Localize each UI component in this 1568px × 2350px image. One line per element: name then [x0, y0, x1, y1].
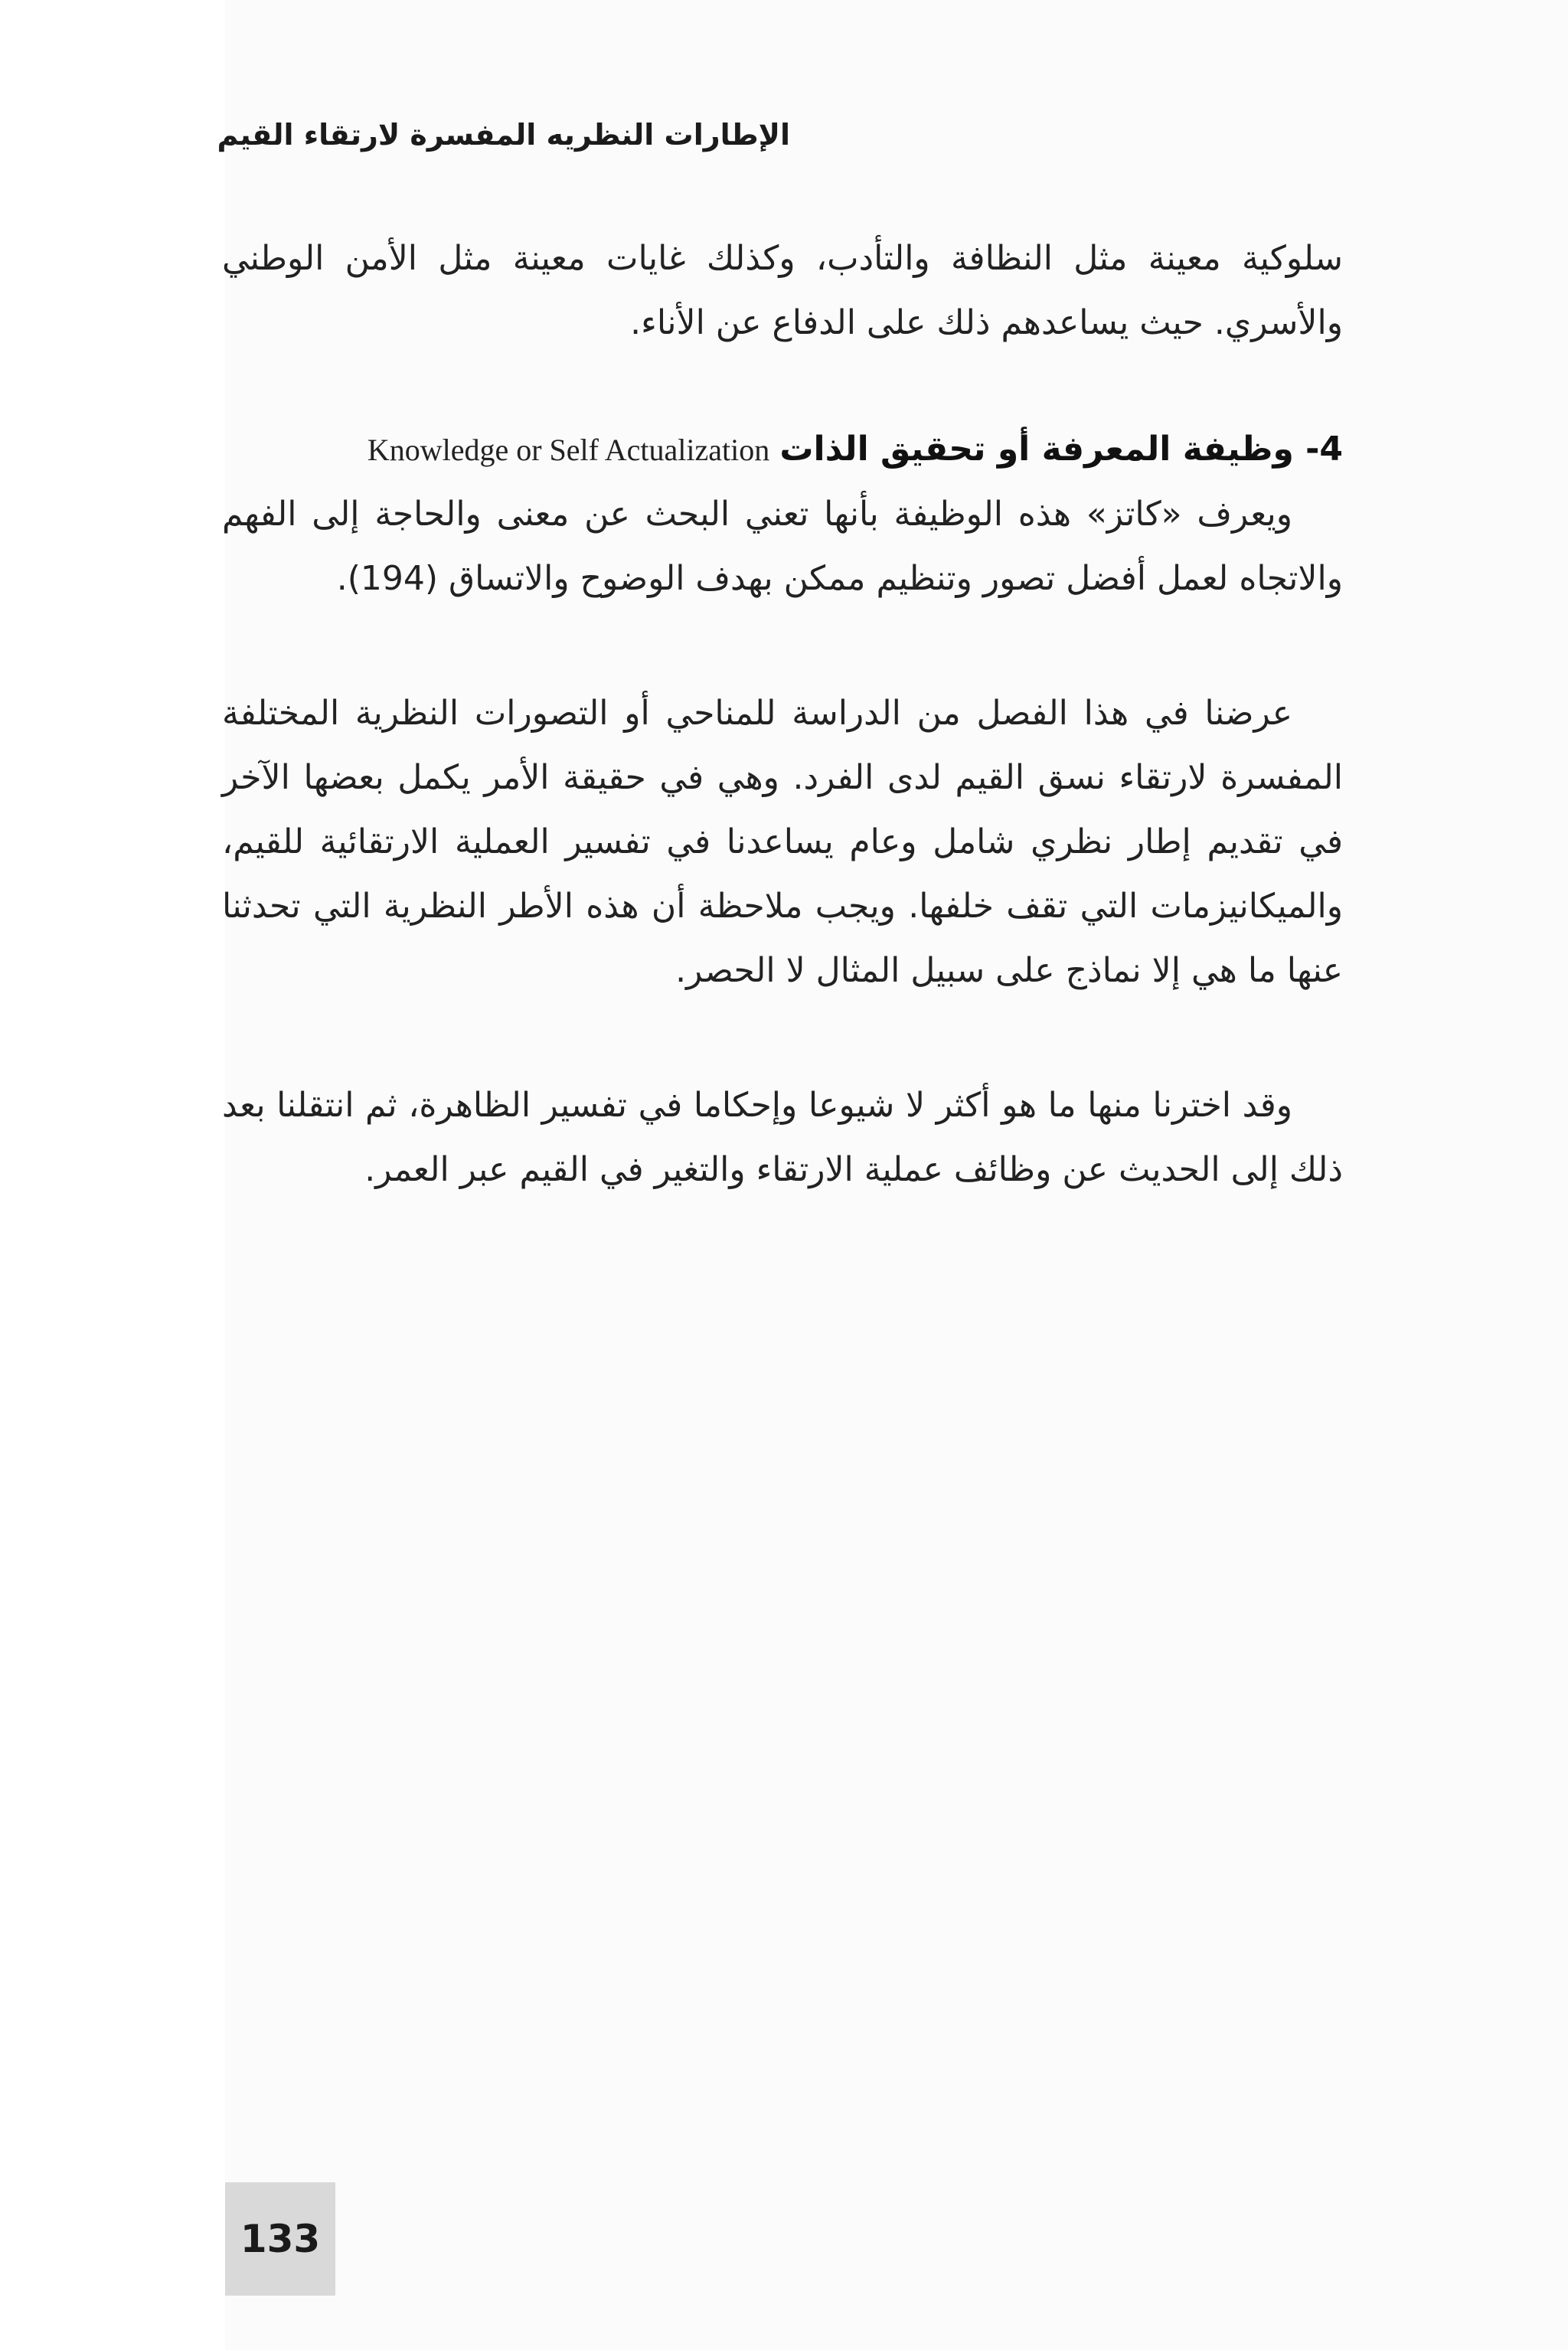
section-heading-arabic: 4- وظيفة المعرفة أو تحقيق الذات: [779, 430, 1343, 469]
running-head: الإطارات النظريه المفسرة لارتقاء القيم: [217, 118, 790, 152]
paragraph-text: عرضنا في هذا الفصل من الدراسة للمناحي أو التصورات النظرية المختلفة المفسرة لارتقاء نسق القيم لدى الفرد. وهي في حقيقة الأمر يكمل بعضها الآخر في تقديم إطار نظري شامل وعام يساعدنا في تفسير العملية الارتقائية للقيم، والميكانيزمات التي تقف خلفها. ويجب ملاحظة أن هذه الأطر النظرية التي تحدثنا عنها ما هي إلا نماذج على سبيل المثال لا الحصر.: [222, 694, 1343, 990]
paragraph-text: سلوكية معينة مثل النظافة والتأدب، وكذلك غايات معينة مثل الأمن الوطني والأسري. حيث يساعدهم ذلك على الدفاع عن الأناء.: [222, 239, 1343, 342]
paragraph-text: ويعرف «كاتز» هذه الوظيفة بأنها تعني البحث عن معنى والحاجة إلى الفهم والاتجاه لعمل أفضل تصور وتنظيم ممكن بهدف الوضوح والاتساق (194).: [222, 495, 1343, 598]
section-heading-english: Knowledge or Self Actualization: [367, 433, 770, 467]
continued-paragraph: [222, 227, 1343, 355]
page-margin-strip: [0, 0, 225, 2350]
section-heading: [222, 423, 1343, 483]
paragraph-katz-definition: [222, 482, 1343, 611]
page-number-box: [225, 2182, 335, 2296]
page-number: 133: [240, 2217, 321, 2261]
paragraph-text: وقد اخترنا منها ما هو أكثر لا شيوعا وإحكاما في تفسير الظاهرة، ثم انتقلنا بعد ذلك إلى الحديث عن وظائف عملية الارتقاء والتغير في القيم عبر العمر.: [222, 1086, 1343, 1189]
paragraph-chapter-summary: [222, 681, 1343, 1003]
paragraph-conclusion: [222, 1074, 1343, 1202]
